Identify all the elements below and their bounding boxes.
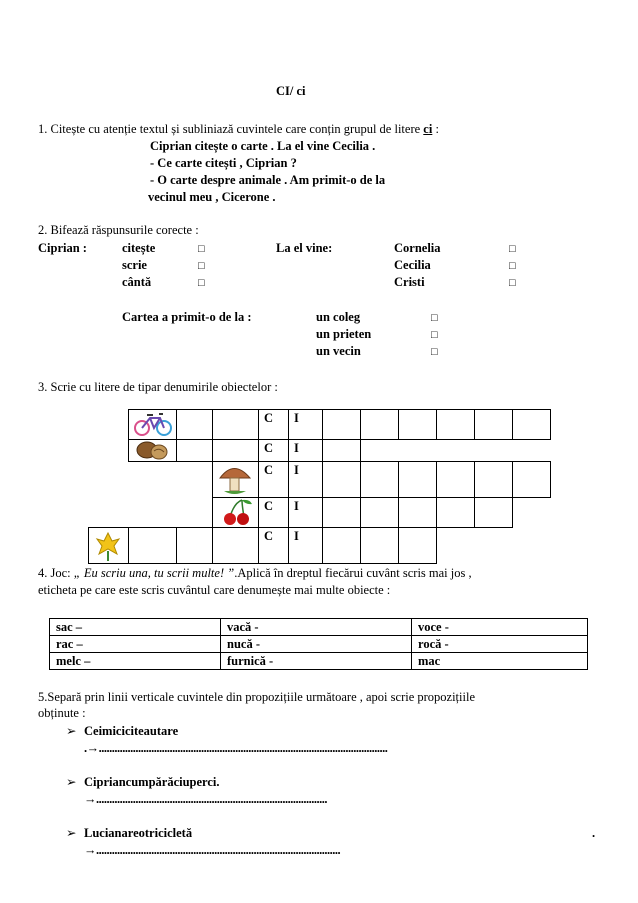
crossword-cell[interactable] — [398, 409, 437, 440]
crossword-letter-i: I — [294, 411, 299, 425]
bullet-icon: ➢ — [66, 724, 77, 738]
table-cell: vacă - — [221, 619, 412, 636]
flower-icon — [88, 527, 128, 563]
crossword-cell[interactable] — [322, 461, 361, 498]
ex1-text-line: vecinul meu , Cicerone . — [148, 190, 276, 204]
ex5-sentence: Ceimiciciteautare — [84, 724, 179, 738]
ex2-option: un coleg — [316, 310, 361, 324]
ex4-instruction-line2: eticheta pe care este scris cuvântul care denumește mai multe obiecte : — [38, 583, 391, 597]
checkbox[interactable]: □ — [509, 243, 516, 255]
ex5-instruction-line2: obținute : — [38, 706, 86, 720]
ex1-text-line: - O carte despre animale . Am primit-o de la — [150, 173, 386, 187]
walnut-icon — [130, 439, 176, 461]
crossword-cell[interactable] — [436, 497, 475, 528]
crossword-cell[interactable] — [258, 439, 289, 462]
crossword-cell[interactable] — [176, 409, 213, 440]
crossword-cell[interactable] — [474, 409, 513, 440]
ex1-key-letters: ci — [423, 122, 433, 136]
table-row — [50, 653, 588, 670]
ex2-option: Cristi — [394, 275, 425, 289]
checkbox[interactable]: □ — [431, 329, 438, 341]
crossword-cell[interactable] — [512, 461, 551, 498]
crossword-cell[interactable] — [322, 527, 361, 564]
table-cell: voce - — [412, 619, 588, 636]
checkbox[interactable]: □ — [431, 346, 438, 358]
page-title: CI/ ci — [276, 84, 306, 98]
ex2-option: Cecilia — [394, 258, 431, 272]
checkbox[interactable]: □ — [509, 260, 516, 272]
crossword-letter-c: C — [264, 463, 274, 477]
ex4-word-table — [49, 618, 588, 670]
table-row — [50, 619, 588, 636]
table-cell: melc – — [50, 653, 221, 670]
crossword-cell[interactable] — [212, 409, 259, 440]
ex5-instruction: 5.Separă prin linii verticale cuvintele din propozițiile următoare , apoi scrie propozițiile — [38, 690, 475, 704]
crossword-cell[interactable] — [398, 497, 437, 528]
ex2-carte-label: Cartea a primit-o de la : — [122, 310, 252, 324]
ex4-instruction — [38, 566, 472, 581]
ex2-option: citește — [122, 241, 156, 255]
ex4-instr-text: 4. Joc: — [38, 566, 74, 580]
ex2-option: un prieten — [316, 327, 372, 341]
crossword-letter-c: C — [264, 441, 274, 455]
ex1-text-line: - Ce carte citești , Ciprian ? — [150, 156, 297, 170]
bicycle-icon — [130, 409, 176, 439]
checkbox[interactable]: □ — [198, 277, 205, 289]
bullet-icon: ➢ — [66, 826, 77, 840]
ex5-answer-line[interactable]: .→.............................................................................................................. — [84, 741, 388, 755]
crossword-cell[interactable] — [360, 461, 399, 498]
crossword-cell[interactable] — [474, 461, 513, 498]
crossword-cell[interactable] — [258, 461, 289, 498]
bullet-icon: ➢ — [66, 775, 77, 789]
ex1-instr-end: : — [432, 122, 439, 136]
crossword-cell[interactable] — [436, 409, 475, 440]
crossword-letter-c: C — [264, 529, 274, 543]
table-cell: mac — [412, 653, 588, 670]
table-cell: nucă - — [221, 636, 412, 653]
crossword-cell[interactable] — [176, 439, 213, 462]
crossword-letter-i: I — [294, 499, 299, 513]
crossword-cell[interactable] — [212, 527, 259, 564]
ex1-instruction — [38, 122, 439, 137]
checkbox[interactable]: □ — [198, 260, 205, 272]
crossword-cell[interactable] — [398, 461, 437, 498]
ex1-text-line: Ciprian citește o carte . La el vine Cecilia . — [150, 139, 376, 153]
crossword-cell[interactable] — [436, 461, 475, 498]
crossword-letter-i: I — [294, 441, 299, 455]
crossword-cell[interactable] — [398, 527, 437, 564]
ex2-option: scrie — [122, 258, 147, 272]
crossword-cell[interactable] — [322, 497, 361, 528]
ex4-instr-end: .Aplică în dreptul fiecărui cuvânt scris mai jos , — [234, 566, 472, 580]
ex2-option: cântă — [122, 275, 152, 289]
crossword-cell[interactable] — [360, 497, 399, 528]
table-row — [50, 636, 588, 653]
ex5-answer-line[interactable]: →........................................................................................ — [84, 792, 327, 806]
table-cell: sac – — [50, 619, 221, 636]
crossword-cell[interactable] — [512, 409, 551, 440]
mushroom-icon — [212, 461, 258, 497]
crossword-letter-c: C — [264, 411, 274, 425]
crossword-cell[interactable] — [360, 409, 399, 440]
crossword-cell[interactable] — [474, 497, 513, 528]
checkbox[interactable]: □ — [431, 312, 438, 324]
ex2-option: Cornelia — [394, 241, 441, 255]
ex5-sentence: Lucianareotricicletă — [84, 826, 193, 840]
table-cell: rac – — [50, 636, 221, 653]
ex4-game-title: „ Eu scriu una, tu scrii multe! ” — [73, 566, 235, 580]
ex2-ciprian-label: Ciprian : — [38, 241, 87, 255]
checkbox[interactable]: □ — [509, 277, 516, 289]
ex3-instruction: 3. Scrie cu litere de tipar denumirile obiectelor : — [38, 380, 278, 394]
crossword-letter-c: C — [264, 499, 274, 513]
crossword-cell[interactable] — [128, 527, 177, 564]
ex1-instr-text: 1. Citește cu atenție textul și subliniază cuvintele care conțin grupul de litere — [38, 122, 424, 136]
crossword-cell[interactable] — [258, 409, 289, 440]
crossword-cell[interactable] — [360, 527, 399, 564]
crossword-cell[interactable] — [258, 497, 289, 528]
crossword-cell[interactable] — [322, 439, 361, 462]
ex2-instruction: 2. Bifează răspunsurile corecte : — [38, 223, 199, 237]
ex2-option: un vecin — [316, 344, 361, 358]
crossword-letter-i: I — [294, 529, 299, 543]
ex5-answer-line[interactable]: →............................................................................................. — [84, 843, 341, 857]
crossword-cell[interactable] — [322, 409, 361, 440]
ex2-vine-label: La el vine: — [276, 241, 333, 255]
table-cell: rocă - — [412, 636, 588, 653]
crossword-letter-i: I — [294, 463, 299, 477]
crossword-cell[interactable] — [176, 527, 213, 564]
checkbox[interactable]: □ — [198, 243, 205, 255]
crossword-cell[interactable] — [212, 439, 259, 462]
table-cell: furnică - — [221, 653, 412, 670]
ex5-trailing-dot: . — [592, 826, 596, 840]
ex5-sentence: Cipriancumpărăciuperci. — [84, 775, 220, 789]
crossword-cell[interactable] — [258, 527, 289, 564]
cherry-icon — [212, 497, 258, 527]
